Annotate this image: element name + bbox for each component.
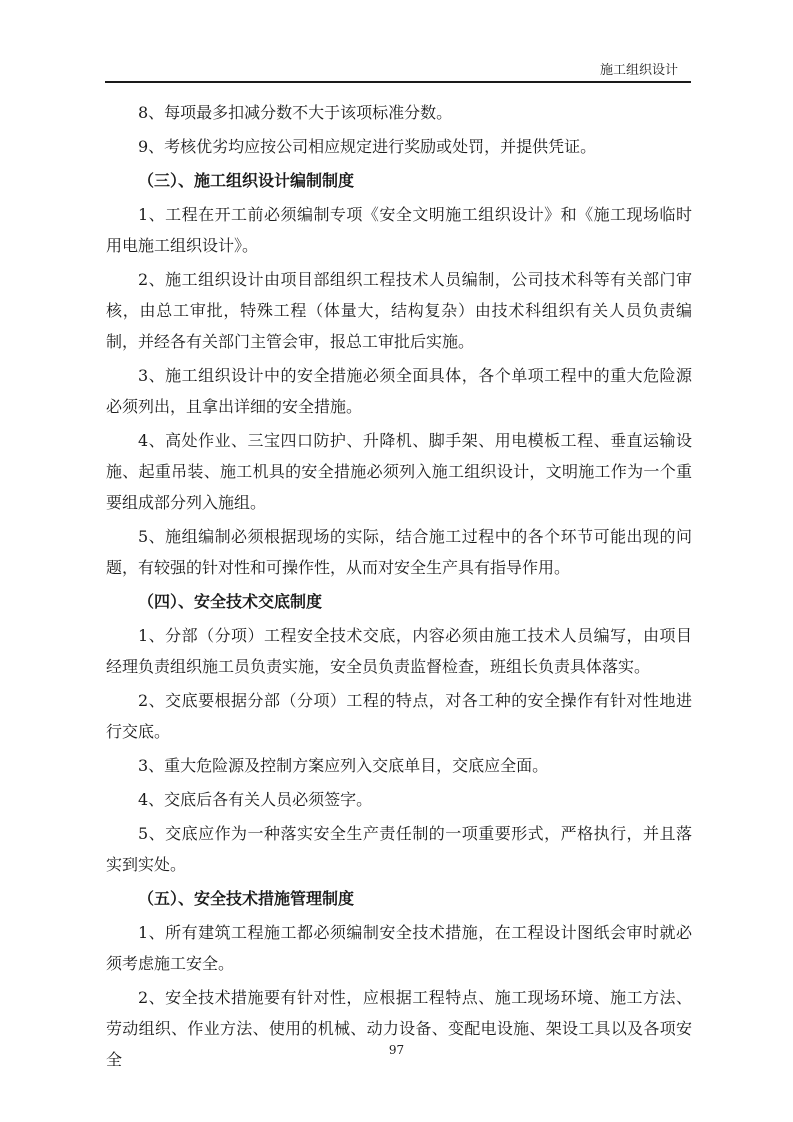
paragraph: 5、交底应作为一种落实安全生产责任制的一项重要形式，严格执行，并且落实到实处。 (106, 824, 692, 874)
section-heading: （三）、施工组织设计编制制度 (138, 171, 355, 190)
page-number: 97 (388, 1043, 405, 1057)
paragraph: 5、施组编制必须根据现场的实际，结合施工过程中的各个环节可能出现的问题，有较强的针对性和可操作性，从而对安全生产具有指导作用。 (106, 527, 692, 577)
header-rule (105, 81, 691, 83)
paragraph: 1、工程在开工前必须编制专项《安全文明施工组织设计》和《施工现场临时用电施工组织设计》。 (106, 205, 692, 255)
paragraph: 3、重大危险源及控制方案应列入交底单目，交底应全面。 (138, 756, 549, 775)
paragraph: 2、施工组织设计由项目部组织工程技术人员编制，公司技术科等有关部门审核，由总工审批，特殊工程（体量大，结构复杂）由技术科组织有关人员负责编制，并经各有关部门主管会审，报总工审批后实施。 (106, 270, 692, 351)
paragraph: 1、所有建筑工程施工都必须编制安全技术措施，在工程设计图纸会审时就必须考虑施工安全。 (106, 923, 692, 973)
section-heading: （四）、安全技术交底制度 (138, 592, 323, 611)
paragraph: 3、施工组织设计中的安全措施必须全面具体，各个单项工程中的重大危险源必须列出，且拿出详细的安全措施。 (106, 366, 692, 416)
paragraph: 4、交底后各有关人员必须签字。 (138, 790, 373, 809)
paragraph: 1、分部（分项）工程安全技术交底，内容必须由施工技术人员编写，由项目经理负责组织施工员负责实施，安全员负责监督检查，班组长负责具体落实。 (106, 626, 692, 676)
paragraph: 9、考核优劣均应按公司相应规定进行奖励或处罚，并提供凭证。 (138, 137, 597, 156)
document-body (106, 96, 692, 1077)
paragraph: 8、每项最多扣减分数不大于该项标准分数。 (138, 103, 453, 122)
paragraph: 4、高处作业、三宝四口防护、升降机、脚手架、用电模板工程、垂直运输设施、起重吊装、施工机具的安全措施必须列入施工组织设计，文明施工作为一个重要组成部分列入施组。 (106, 431, 692, 512)
section-heading: （五）、安全技术措施管理制度 (138, 889, 355, 908)
header-title: 施工组织设计 (600, 63, 679, 78)
paragraph: 2、安全技术措施要有针对性，应根据工程特点、施工现场环境、施工方法、劳动组织、作业方法、使用的机械、动力设备、变配电设施、架设工具以及各项安全 (106, 988, 692, 1069)
paragraph: 2、交底要根据分部（分项）工程的特点，对各工种的安全操作有针对性地进行交底。 (106, 691, 692, 741)
